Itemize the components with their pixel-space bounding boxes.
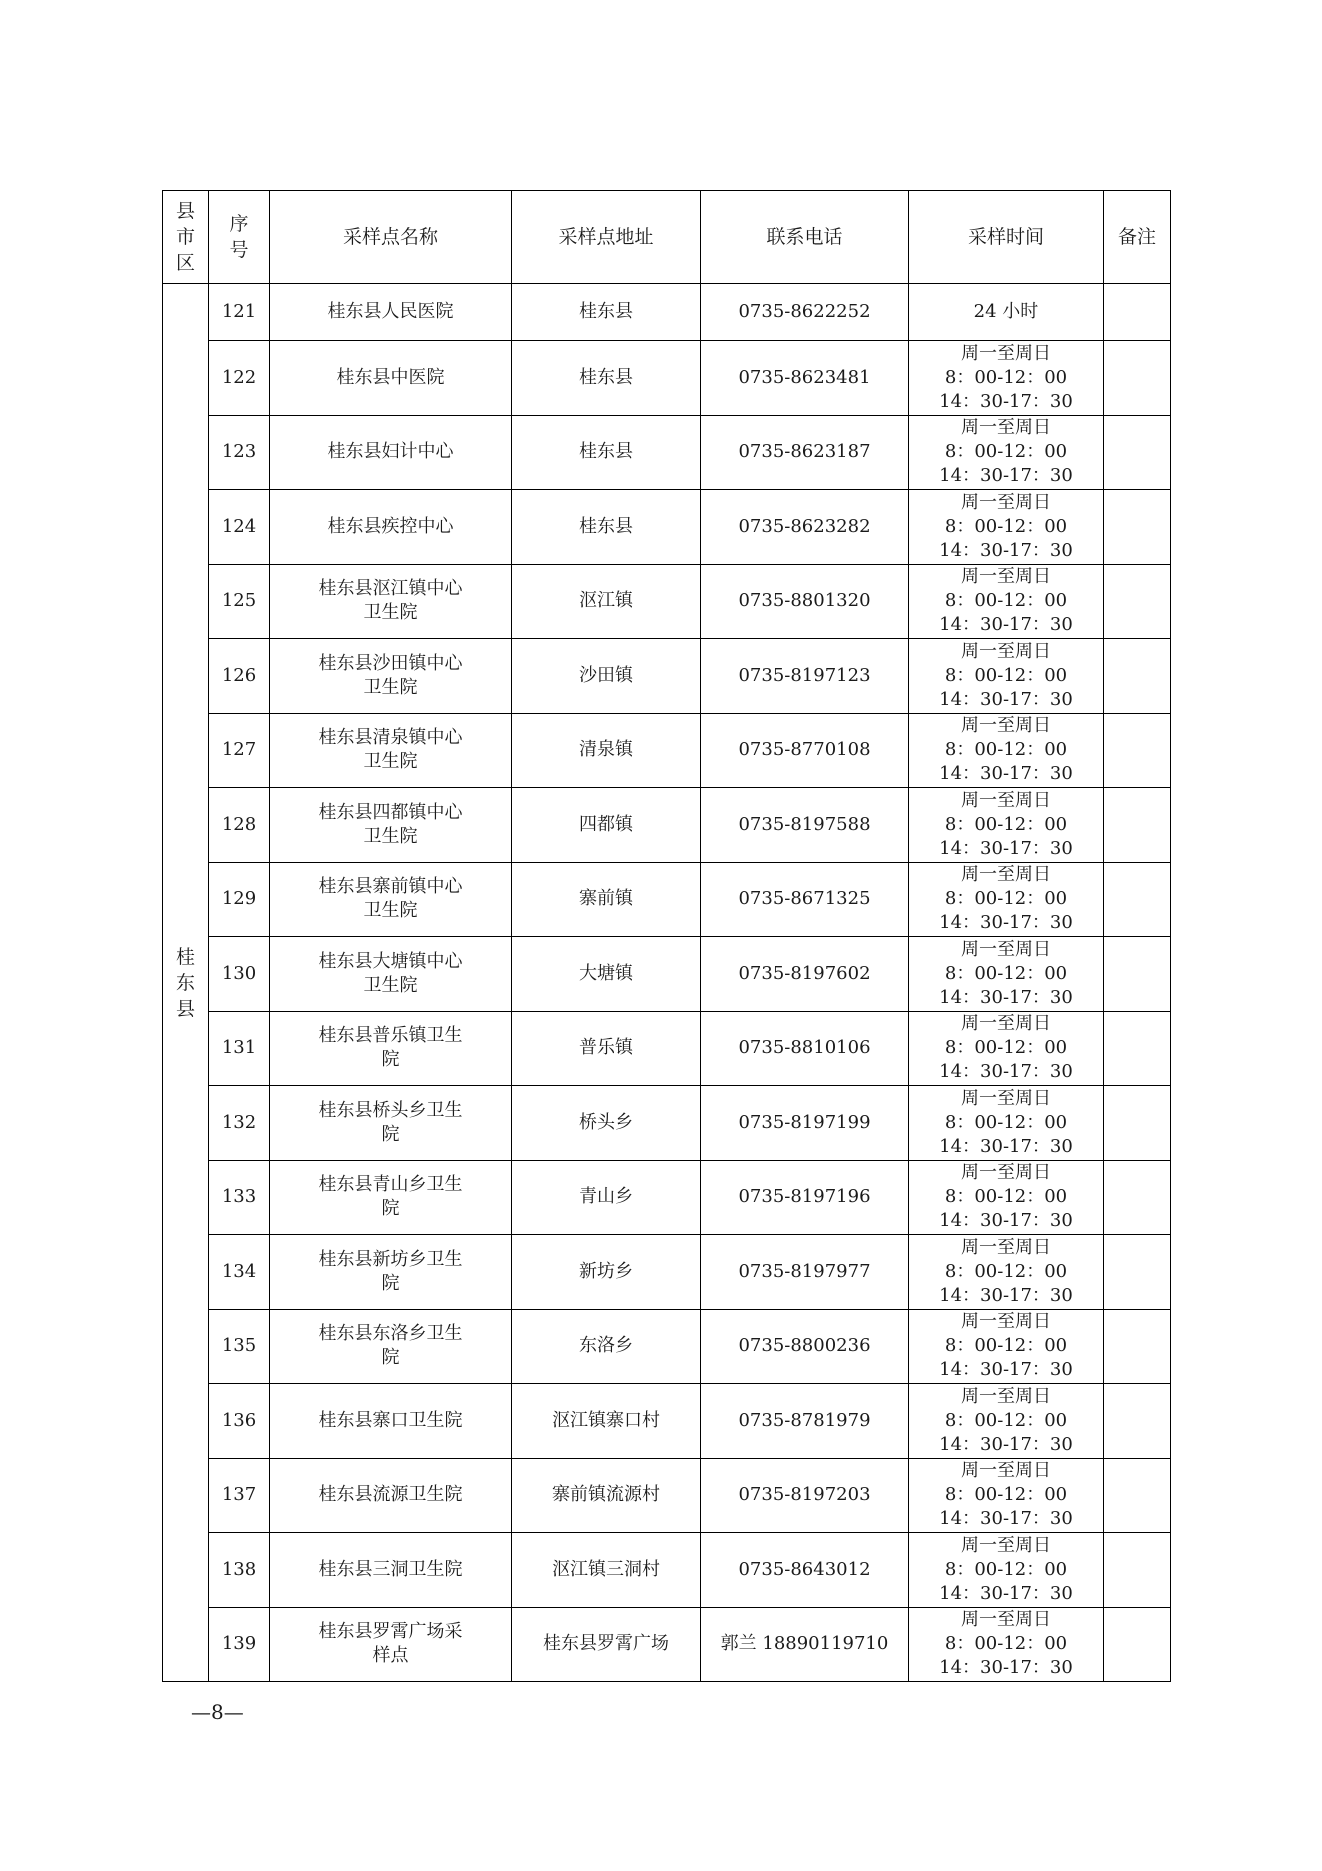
table-row [163, 1160, 1171, 1235]
header-phone: 联系电话 [701, 191, 909, 284]
page-number: —8— [191, 1700, 244, 1724]
time-cell [909, 1607, 1104, 1682]
site-name-cell: 桂东县罗霄广场采样点 [270, 1607, 512, 1682]
time-line: 周一至周日 [961, 715, 1051, 737]
time-line: 周一至周日 [961, 1162, 1051, 1184]
remark-cell [1104, 1384, 1171, 1459]
header-address: 采样点地址 [512, 191, 701, 284]
site-name-cell: 桂东县新坊乡卫生院 [270, 1235, 512, 1310]
seq-cell: 125 [209, 564, 270, 639]
time-line: 14：30-17：30 [939, 390, 1073, 412]
phone-cell: 0735-8671325 [701, 862, 909, 937]
table-row [163, 564, 1171, 639]
phone-cell: 0735-8197199 [701, 1086, 909, 1161]
address-cell: 沤江镇三洞村 [512, 1533, 701, 1608]
phone-cell: 郭兰 18890119710 [701, 1607, 909, 1682]
time-cell [909, 788, 1104, 863]
address-cell: 沙田镇 [512, 639, 701, 714]
time-line: 14：30-17：30 [939, 837, 1073, 859]
sampling-sites-table [162, 190, 1171, 1682]
phone-cell: 0735-8623187 [701, 415, 909, 490]
address-cell: 桥头乡 [512, 1086, 701, 1161]
table-row [163, 1384, 1171, 1459]
time-line: 14：30-17：30 [939, 1657, 1073, 1679]
table-row [163, 490, 1171, 565]
seq-cell: 121 [209, 284, 270, 341]
time-line: 14：30-17：30 [939, 688, 1073, 710]
remark-cell [1104, 713, 1171, 788]
time-line: 14：30-17：30 [939, 986, 1073, 1008]
time-line: 8：00-12：00 [944, 366, 1068, 388]
phone-cell: 0735-8197123 [701, 639, 909, 714]
time-line: 周一至周日 [961, 1236, 1051, 1258]
time-line: 周一至周日 [961, 1385, 1051, 1407]
remark-cell [1104, 490, 1171, 565]
phone-cell: 0735-8810106 [701, 1011, 909, 1086]
time-line: 8：00-12：00 [944, 1111, 1068, 1133]
table-row [163, 1086, 1171, 1161]
phone-cell: 0735-8623282 [701, 490, 909, 565]
table-row [163, 862, 1171, 937]
time-line: 14：30-17：30 [939, 1508, 1073, 1530]
seq-cell: 131 [209, 1011, 270, 1086]
table-row [163, 713, 1171, 788]
time-line: 8：00-12：00 [944, 664, 1068, 686]
header-county: 县市区 [163, 191, 209, 284]
site-name-cell: 桂东县三洞卫生院 [270, 1533, 512, 1608]
site-name-cell: 桂东县中医院 [270, 341, 512, 416]
seq-cell: 138 [209, 1533, 270, 1608]
address-cell: 大塘镇 [512, 937, 701, 1012]
time-line: 14：30-17：30 [939, 539, 1073, 561]
seq-cell: 128 [209, 788, 270, 863]
site-name-cell: 桂东县大塘镇中心卫生院 [270, 937, 512, 1012]
time-line: 周一至周日 [961, 1087, 1051, 1109]
time-line: 8：00-12：00 [944, 962, 1068, 984]
address-cell: 四都镇 [512, 788, 701, 863]
address-cell: 寨前镇 [512, 862, 701, 937]
table-row [163, 639, 1171, 714]
site-name-cell: 桂东县青山乡卫生院 [270, 1160, 512, 1235]
table-row [163, 341, 1171, 416]
county-cell: 桂东县 [163, 284, 209, 1682]
time-line: 周一至周日 [961, 491, 1051, 513]
time-line: 周一至周日 [961, 938, 1051, 960]
time-line: 8：00-12：00 [944, 739, 1068, 761]
seq-cell: 132 [209, 1086, 270, 1161]
phone-cell: 0735-8623481 [701, 341, 909, 416]
time-line: 14：30-17：30 [939, 465, 1073, 487]
time-cell [909, 341, 1104, 416]
address-cell: 桂东县 [512, 341, 701, 416]
time-line: 8：00-12：00 [944, 813, 1068, 835]
address-cell: 青山乡 [512, 1160, 701, 1235]
time-line: 周一至周日 [961, 640, 1051, 662]
phone-cell: 0735-8643012 [701, 1533, 909, 1608]
time-cell [909, 1309, 1104, 1384]
seq-cell: 124 [209, 490, 270, 565]
remark-cell [1104, 862, 1171, 937]
time-line: 周一至周日 [961, 1311, 1051, 1333]
remark-cell [1104, 564, 1171, 639]
site-name-cell: 桂东县寨口卫生院 [270, 1384, 512, 1459]
remark-cell [1104, 341, 1171, 416]
phone-cell: 0735-8197602 [701, 937, 909, 1012]
remark-cell [1104, 1533, 1171, 1608]
time-line: 8：00-12：00 [944, 1037, 1068, 1059]
remark-cell [1104, 937, 1171, 1012]
remark-cell [1104, 1011, 1171, 1086]
time-line: 8：00-12：00 [944, 888, 1068, 910]
address-cell: 桂东县 [512, 415, 701, 490]
seq-cell: 122 [209, 341, 270, 416]
time-line: 8：00-12：00 [944, 1186, 1068, 1208]
remark-cell [1104, 1458, 1171, 1533]
time-line: 8：00-12：00 [944, 1409, 1068, 1431]
site-name-cell: 桂东县四都镇中心卫生院 [270, 788, 512, 863]
table-row [163, 1607, 1171, 1682]
time-line: 周一至周日 [961, 342, 1051, 364]
time-line: 周一至周日 [961, 1609, 1051, 1631]
time-line: 24 小时 [973, 301, 1039, 322]
time-line: 14：30-17：30 [939, 1210, 1073, 1232]
remark-cell [1104, 639, 1171, 714]
time-line: 14：30-17：30 [939, 912, 1073, 934]
time-cell [909, 284, 1104, 341]
time-cell [909, 415, 1104, 490]
address-cell: 清泉镇 [512, 713, 701, 788]
time-line: 8：00-12：00 [944, 1633, 1068, 1655]
time-cell [909, 1384, 1104, 1459]
time-line: 8：00-12：00 [944, 1558, 1068, 1580]
table-body [163, 284, 1171, 1682]
site-name-cell: 桂东县桥头乡卫生院 [270, 1086, 512, 1161]
seq-cell: 137 [209, 1458, 270, 1533]
table-row [163, 1533, 1171, 1608]
seq-cell: 123 [209, 415, 270, 490]
time-line: 周一至周日 [961, 1460, 1051, 1482]
seq-cell: 135 [209, 1309, 270, 1384]
time-cell [909, 1011, 1104, 1086]
table-row [163, 937, 1171, 1012]
time-line: 周一至周日 [961, 566, 1051, 588]
remark-cell [1104, 284, 1171, 341]
table-row [163, 415, 1171, 490]
address-cell: 东洛乡 [512, 1309, 701, 1384]
time-cell [909, 937, 1104, 1012]
time-line: 14：30-17：30 [939, 614, 1073, 636]
header-seq: 序号 [209, 191, 270, 284]
time-line: 8：00-12：00 [944, 441, 1068, 463]
seq-cell: 134 [209, 1235, 270, 1310]
time-cell [909, 862, 1104, 937]
phone-cell: 0735-8800236 [701, 1309, 909, 1384]
table-row [163, 1235, 1171, 1310]
phone-cell: 0735-8197196 [701, 1160, 909, 1235]
time-cell [909, 1086, 1104, 1161]
time-cell [909, 639, 1104, 714]
site-name-cell: 桂东县人民医院 [270, 284, 512, 341]
seq-cell: 129 [209, 862, 270, 937]
site-name-cell: 桂东县疾控中心 [270, 490, 512, 565]
seq-cell: 127 [209, 713, 270, 788]
time-cell [909, 1235, 1104, 1310]
time-line: 14：30-17：30 [939, 763, 1073, 785]
address-cell: 新坊乡 [512, 1235, 701, 1310]
address-cell: 桂东县罗霄广场 [512, 1607, 701, 1682]
phone-cell: 0735-8801320 [701, 564, 909, 639]
table-row [163, 1458, 1171, 1533]
time-line: 周一至周日 [961, 1534, 1051, 1556]
time-line: 周一至周日 [961, 789, 1051, 811]
site-name-cell: 桂东县妇计中心 [270, 415, 512, 490]
address-cell: 沤江镇 [512, 564, 701, 639]
table-row [163, 1011, 1171, 1086]
header-name: 采样点名称 [270, 191, 512, 284]
site-name-cell: 桂东县沤江镇中心卫生院 [270, 564, 512, 639]
phone-cell: 0735-8197203 [701, 1458, 909, 1533]
phone-cell: 0735-8197588 [701, 788, 909, 863]
time-line: 8：00-12：00 [944, 515, 1068, 537]
time-line: 8：00-12：00 [944, 590, 1068, 612]
site-name-cell: 桂东县沙田镇中心卫生院 [270, 639, 512, 714]
site-name-cell: 桂东县流源卫生院 [270, 1458, 512, 1533]
header-time: 采样时间 [909, 191, 1104, 284]
address-cell: 桂东县 [512, 490, 701, 565]
time-line: 14：30-17：30 [939, 1359, 1073, 1381]
phone-cell: 0735-8197977 [701, 1235, 909, 1310]
time-line: 8：00-12：00 [944, 1335, 1068, 1357]
time-line: 周一至周日 [961, 417, 1051, 439]
address-cell: 桂东县 [512, 284, 701, 341]
table-row [163, 284, 1171, 341]
address-cell: 普乐镇 [512, 1011, 701, 1086]
header-remark: 备注 [1104, 191, 1171, 284]
site-name-cell: 桂东县普乐镇卫生院 [270, 1011, 512, 1086]
time-line: 14：30-17：30 [939, 1582, 1073, 1604]
remark-cell [1104, 1086, 1171, 1161]
phone-cell: 0735-8622252 [701, 284, 909, 341]
time-line: 周一至周日 [961, 864, 1051, 886]
time-line: 8：00-12：00 [944, 1260, 1068, 1282]
time-line: 14：30-17：30 [939, 1061, 1073, 1083]
site-name-cell: 桂东县清泉镇中心卫生院 [270, 713, 512, 788]
time-cell [909, 564, 1104, 639]
phone-cell: 0735-8770108 [701, 713, 909, 788]
seq-cell: 139 [209, 1607, 270, 1682]
site-name-cell: 桂东县东洛乡卫生院 [270, 1309, 512, 1384]
time-line: 14：30-17：30 [939, 1284, 1073, 1306]
time-cell [909, 1458, 1104, 1533]
time-cell [909, 1533, 1104, 1608]
table-row [163, 1309, 1171, 1384]
site-name-cell: 桂东县寨前镇中心卫生院 [270, 862, 512, 937]
seq-cell: 130 [209, 937, 270, 1012]
seq-cell: 133 [209, 1160, 270, 1235]
remark-cell [1104, 788, 1171, 863]
phone-cell: 0735-8781979 [701, 1384, 909, 1459]
remark-cell [1104, 1160, 1171, 1235]
seq-cell: 126 [209, 639, 270, 714]
table-row [163, 788, 1171, 863]
remark-cell [1104, 1309, 1171, 1384]
remark-cell [1104, 415, 1171, 490]
time-cell [909, 713, 1104, 788]
time-cell [909, 490, 1104, 565]
header-row [163, 191, 1171, 284]
address-cell: 寨前镇流源村 [512, 1458, 701, 1533]
time-line: 14：30-17：30 [939, 1433, 1073, 1455]
time-line: 14：30-17：30 [939, 1135, 1073, 1157]
remark-cell [1104, 1235, 1171, 1310]
remark-cell [1104, 1607, 1171, 1682]
time-line: 周一至周日 [961, 1013, 1051, 1035]
time-cell [909, 1160, 1104, 1235]
seq-cell: 136 [209, 1384, 270, 1459]
time-line: 8：00-12：00 [944, 1484, 1068, 1506]
address-cell: 沤江镇寨口村 [512, 1384, 701, 1459]
